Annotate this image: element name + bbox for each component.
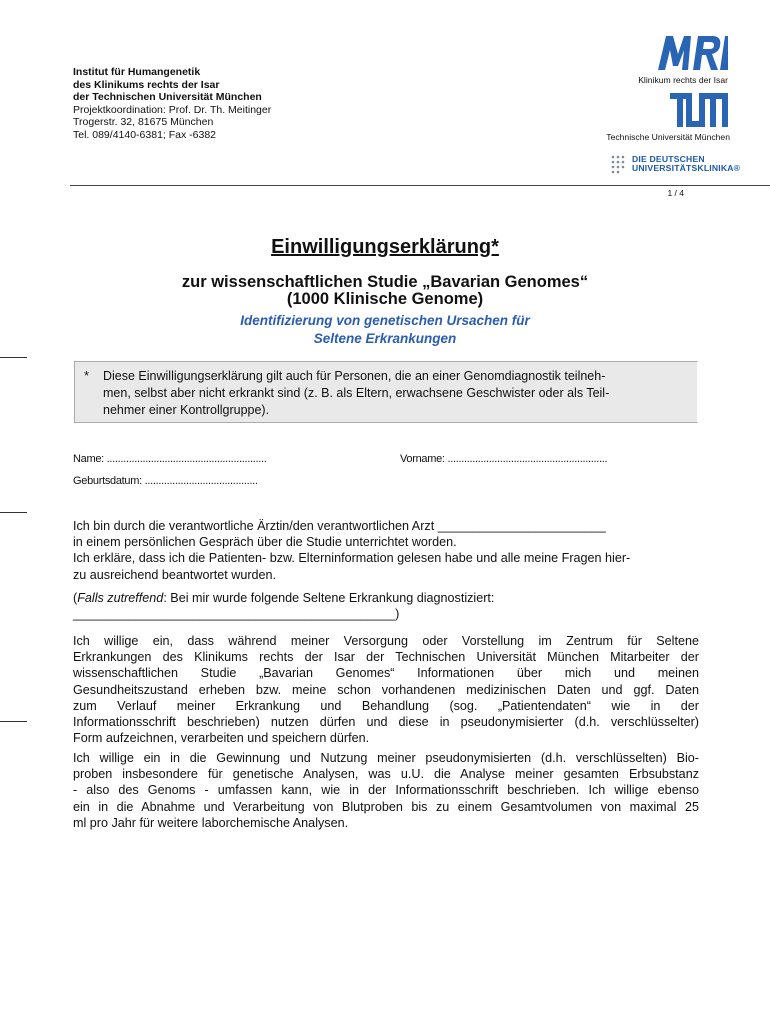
street-address: Trogerstr. 32, 81675 München xyxy=(73,116,214,129)
paragraph-line: Form aufzeichnen, verarbeiten und speichern dürfen. xyxy=(73,731,370,746)
tum-label: Technische Universität München xyxy=(606,132,730,142)
consent-paragraph-data xyxy=(73,633,699,746)
fold-mark-top xyxy=(0,357,27,358)
footnote-star: * xyxy=(84,368,90,383)
falls-zutreffend: Falls zutreffend xyxy=(77,591,164,605)
institute-address xyxy=(73,66,271,142)
institute-clinic: des Klinikums rechts der Isar xyxy=(73,78,220,91)
fold-mark-bottom xyxy=(0,721,27,722)
paragraph-line: in einem persönlichen Gespräch über die Studie unterrichtet worden. xyxy=(73,535,457,550)
paragraph-line: - also des Genoms - umfassen kann, wie in der Informationsschrift beschrieben. Ich willige ebenso xyxy=(73,783,699,798)
du-line2: UNIVERSITÄTSKLINIKA® xyxy=(632,163,741,173)
paragraph-line: proben insbesondere für genetische Analysen, was u.U. die Analyse meiner gesamten Erbsubstanz xyxy=(73,767,699,782)
geburtsdatum-field[interactable]: Geburtsdatum: ......................................... xyxy=(73,475,258,487)
footnote-box xyxy=(74,361,698,423)
paragraph-line: Gesundheitszustand erheben bzw. meine schon vorhandenen medizinischen Daten und ggf. Daten xyxy=(73,682,699,697)
institute-university: der Technischen Universität München xyxy=(73,91,262,104)
paragraph-line: ein in die Abnahme und Verarbeitung von Blutproben bis zu einem Gesamtvolumen von maximal 25 xyxy=(73,799,699,814)
paragraph-line: Informationsschrift beschrieben) nutzen dürfen und diese in pseudonymisierter (d.h. verschlüsselter) xyxy=(73,715,699,730)
diagnosis-paragraph xyxy=(73,590,699,622)
mri-label: Klinikum rechts der Isar xyxy=(638,75,728,85)
consent-paragraph-informed xyxy=(73,518,699,583)
diagnosis-line xyxy=(73,590,699,606)
diagnosis-text: : Bei mir wurde folgende Seltene Erkrankung diagnostiziert: xyxy=(163,591,495,605)
fold-mark-middle xyxy=(0,512,27,513)
diagnosis-blank[interactable]: ______________________________________________) xyxy=(73,607,400,622)
name-field[interactable]: Name: .......................................................... xyxy=(73,453,267,465)
study-subtitle: zur wissenschaftlichen Studie „Bavarian Genomes“ xyxy=(181,273,589,291)
page-number: 1 / 4 xyxy=(667,188,684,198)
paragraph-line: Ich willige ein, dass während meiner Versorgung oder Vorstellung im Zentrum für Seltene xyxy=(73,634,699,648)
paragraph-line: ml pro Jahr für weitere laborchemische Analysen. xyxy=(73,815,349,830)
footnote-line2: men, selbst aber nicht erkrankt sind (z. B. als Eltern, erwachsene Geschwister oder als Teil- xyxy=(103,386,610,400)
paragraph-line: wissenschaftlichen Studie „Bavarian Genomes“ Informationen über mich und meinen xyxy=(73,666,699,681)
paragraph-line: Erkrankungen des Klinikums rechts der Isar der Technischen Universität München Mitarbeiter der xyxy=(73,650,699,665)
study-aim-line2: Seltene Erkrankungen xyxy=(313,331,457,346)
paragraph-line: Ich erkläre, dass ich die Patienten- bzw. Elterninformation gelesen habe und alle meine Fragen hier- xyxy=(73,551,631,566)
paragraph-line: Ich willige ein in die Gewinnung und Nutzung meiner pseudonymisierten (d.h. verschlüsselten) Bio- xyxy=(73,751,699,765)
du-dots-icon xyxy=(610,154,626,174)
paragraph-line: zu ausreichend beantwortet wurden. xyxy=(73,567,277,582)
du-line1: DIE DEUTSCHEN xyxy=(632,153,705,164)
footnote-line1: Diese Einwilligungserklärung gilt auch für Personen, die an einer Genomdiagnostik teilneh- xyxy=(103,369,606,383)
paragraph-line: zum Verlauf meiner Erkrankung und Behandlung (sog. „Patientendaten“ wie in der xyxy=(73,698,699,713)
du-text xyxy=(632,155,740,174)
footnote-line3: nehmer einer Kontrollgruppe). xyxy=(103,403,270,417)
vorname-field[interactable]: Vorname: .......................................................... xyxy=(400,453,608,465)
paragraph-line: Ich bin durch die verantwortliche Ärztin/den verantwortlichen Arzt ________________________ xyxy=(73,519,606,533)
study-aim-line1: Identifizierung von genetischen Ursachen für xyxy=(240,313,530,328)
du-logo xyxy=(610,154,740,174)
footnote-text xyxy=(103,368,691,419)
phone-fax: Tel. 089/4140-6381; Fax -6382 xyxy=(73,128,217,141)
header-divider xyxy=(70,185,770,186)
project-coordination: Projektkoordination: Prof. Dr. Th. Meitinger xyxy=(73,103,272,116)
mri-logo xyxy=(658,36,728,75)
consent-paragraph-biosamples xyxy=(73,750,699,831)
tum-logo xyxy=(670,93,728,132)
paren-open: ( xyxy=(73,591,78,605)
institute-name: Institut für Humangenetik xyxy=(73,66,201,78)
document-title: Einwilligungserklärung* xyxy=(271,236,499,258)
study-subtitle-genomes: (1000 Klinische Genome) xyxy=(286,290,484,308)
